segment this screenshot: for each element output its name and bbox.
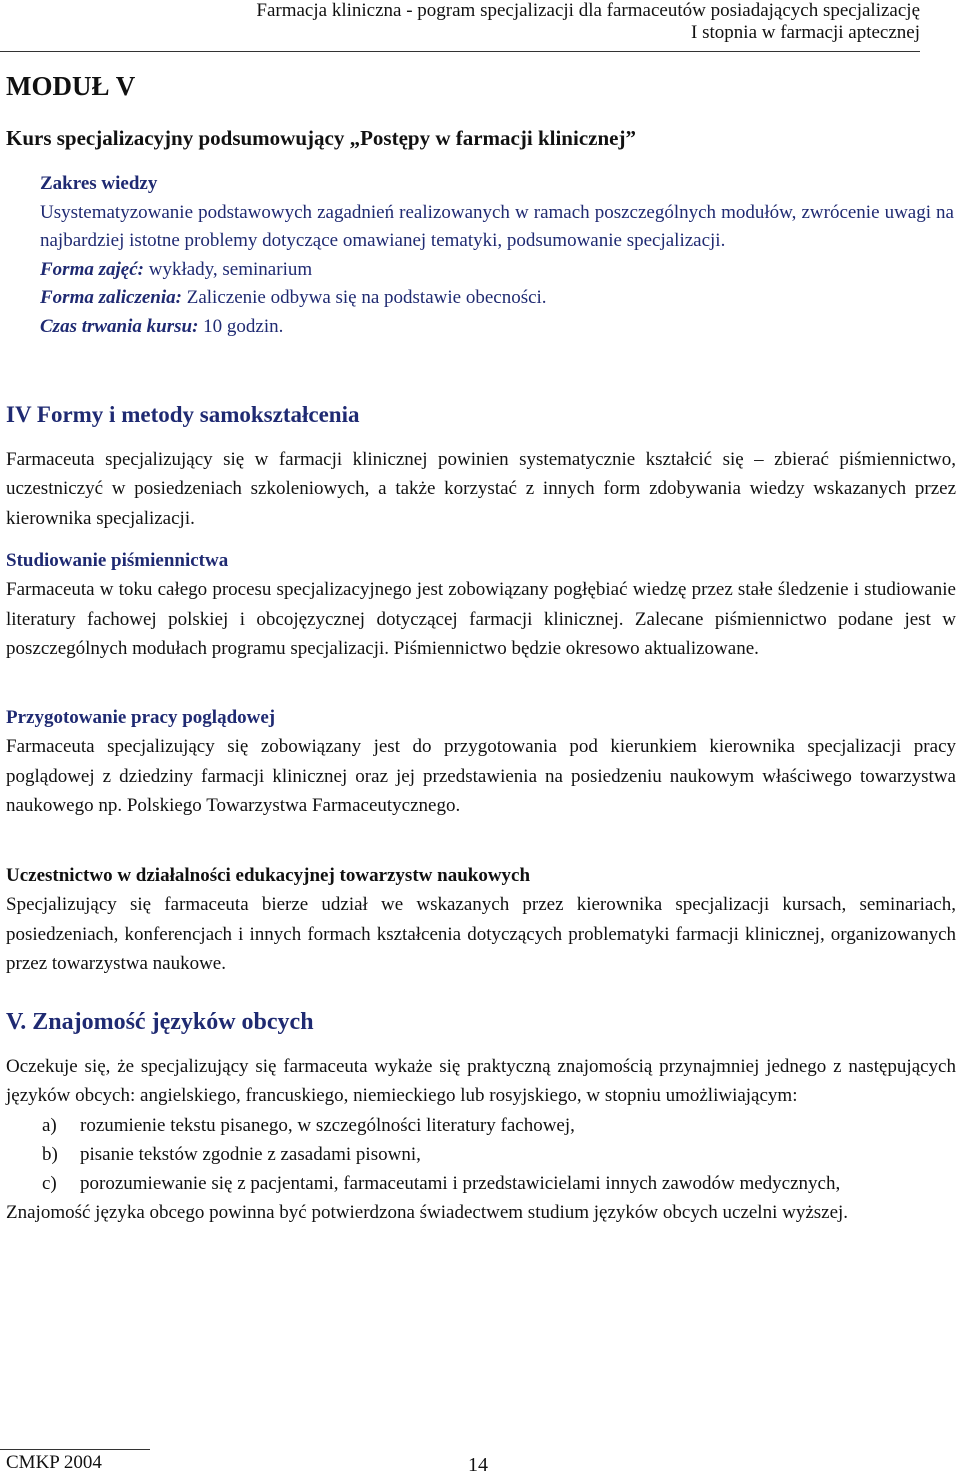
running-header (60, 0, 920, 44)
form-line (40, 256, 954, 285)
education-heading: Uczestnictwo w działalności edukacyjnej towarzystw naukowych (6, 865, 531, 886)
review-heading: Przygotowanie pracy poglądowej (6, 707, 276, 728)
credit-line (40, 284, 954, 313)
header-rule (0, 51, 920, 52)
footer-label: CMKP 2004 (6, 1452, 102, 1473)
education-block (6, 861, 956, 978)
module-title: MODUŁ V (6, 71, 136, 101)
review-text: Farmaceuta specjalizujący się zobowiązany jest do przygotowania pod kierunkiem kierownika specjalizacji pracy poglądowej z dziedziny farmacji klinicznej oraz jej przedstawienia na posiedzeniu naukowym właściwego towarzystwa naukowego np. Polskiego Towarzystwa Farmaceutycznego. (6, 736, 956, 816)
section-v-title: V. Znajomość języków obcych (6, 1009, 314, 1035)
review-block (6, 703, 956, 820)
list-marker: c) (42, 1173, 57, 1195)
form-label: Forma zajęć: (40, 258, 144, 280)
list-marker: b) (42, 1143, 58, 1165)
list-marker: a) (42, 1114, 57, 1136)
duration-line (40, 313, 954, 342)
list-item-text: rozumienie tekstu pisanego, w szczególności literatury fachowej, (80, 1114, 575, 1136)
list-item-text: porozumiewanie się z pacjentami, farmaceutami i przedstawicielami innych zawodów medycznych, (80, 1173, 841, 1195)
header-line-1: Farmacja kliniczna - pogram specjalizacji dla farmaceutów posiadających specjalizację (256, 0, 920, 21)
literature-block (6, 546, 956, 663)
scope-text: Usystematyzowanie podstawowych zagadnień realizowanych w ramach poszczególnych modułów, zwrócenie uwagi na najbardziej istotne problemy dotyczące omawianej tematyki, podsumowanie specjalizacji. (40, 201, 954, 251)
scope-label: Zakres wiedzy (40, 173, 158, 194)
page-number: 14 (468, 1454, 488, 1476)
duration-label: Czas trwania kursu: (40, 315, 199, 337)
section-v-closing: Znajomość języka obcego powinna być potwierdzona świadectwem studium języków obcych uczelni wyższej. (6, 1202, 849, 1224)
list-item (6, 1140, 956, 1169)
literature-heading: Studiowanie piśmiennictwa (6, 550, 229, 571)
footer-rule (0, 1449, 150, 1450)
section-v-intro: Oczekuje się, że specjalizujący się farmaceuta wykaże się praktyczną znajomością przynajmniej jednego z następujących języków obcych: angielskiego, francuskiego, niemieckiego lub rosyjskiego, w stopniu umożliwiającym: (6, 1056, 956, 1107)
course-title: Kurs specjalizacyjny podsumowujący „Postępy w farmacji klinicznej” (6, 126, 636, 150)
section-iv-intro-block (6, 445, 956, 533)
duration-value: 10 godzin. (198, 315, 284, 337)
form-value: wykłady, seminarium (143, 258, 313, 280)
list-item (6, 1111, 956, 1140)
list-item-text: pisanie tekstów zgodnie z zasadami pisowni, (80, 1143, 421, 1165)
credit-label: Forma zaliczenia: (40, 287, 182, 308)
section-iv-title: IV Formy i metody samokształcenia (6, 402, 360, 427)
section-iv-intro: Farmaceuta specjalizujący się w farmacji klinicznej powinien systematycznie kształcić się – zbierać piśmiennictwo, uczestniczyć w posiedzeniach szkoleniowych, a także korzystać z innych form zdobywania wiedzy wskazanych przez kierownika specjalizacji. (6, 449, 956, 529)
header-line-2: I stopnia w farmacji aptecznej (691, 22, 920, 43)
literature-text: Farmaceuta w toku całego procesu specjalizacyjnego jest zobowiązany pogłębiać wiedzę przez stałe śledzenie i studiowanie literatury fachowej polskiej i obcojęzycznej dotyczącej farmacji klinicznej. Zalecane piśmiennictwo podane jest w poszczególnych modułach programu specjalizacji. Piśmiennictwo będzie okresowo aktualizowane. (6, 579, 956, 659)
scope-block (40, 170, 954, 341)
language-skills-list (6, 1111, 956, 1199)
section-v-block (6, 1052, 956, 1228)
list-item (6, 1169, 956, 1198)
credit-value: Zaliczenie odbywa się na podstawie obecności. (181, 287, 547, 308)
education-text: Specjalizujący się farmaceuta bierze udział we wskazanych przez kierownika specjalizacji kursach, seminariach, posiedzeniach, konferencjach i innych formach kształcenia dotyczących problematyki farmacji klinicznej, organizowanych przez towarzystwa naukowe. (6, 894, 956, 974)
